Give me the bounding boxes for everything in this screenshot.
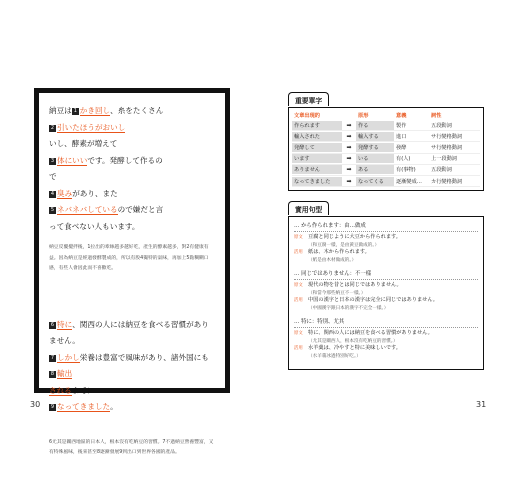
example-row [294, 249, 478, 264]
jp-sentence-segment [49, 120, 215, 137]
example-cn: （水羊羹冰過特別好吃。） [308, 353, 361, 359]
example-tag: 原文 [294, 331, 303, 337]
example-tag: 活用 [294, 346, 303, 352]
jp-paragraph-2 [49, 317, 215, 416]
example-cn: （和當今那些納豆不一樣。） [308, 290, 366, 296]
pattern-section-title: 實用句型 [288, 201, 329, 215]
example-jp: 特に、関西の人には納豆を食べる習慣がありません。 [308, 330, 433, 337]
arrow-icon: ➡ [346, 166, 352, 174]
sentence-marker: 4 [50, 190, 55, 197]
example-cn: （和豆腐一樣，是由黃豆做成的。） [308, 242, 380, 248]
vocab-meaning: 逐漸變成… [396, 178, 422, 185]
example-jp: 中国の漢字と日本の漢字は完全に同じではありません。 [308, 297, 438, 304]
vocab-row [292, 165, 480, 176]
vocab-base: 輸入する [356, 132, 394, 141]
key-phrase-highlight: しかし [57, 352, 80, 362]
key-phrase-highlight: ネバネバしている [57, 205, 118, 214]
jp-text: 、関西の人には納豆を食べる習慣がありません。 [49, 319, 209, 345]
example-tag: 原文 [294, 235, 303, 241]
sentence-marker: 5 [50, 207, 55, 213]
example-row [294, 330, 478, 345]
example-tag: 活用 [294, 250, 303, 256]
right-page [288, 88, 484, 393]
pattern-block [294, 221, 478, 264]
cn-translation-1: 納豆反覆攪拌後，1拉出的牽絲越多越好吃，產生的酵素越多，對2有健康有益。因為納豆是經過發酵製成的，所以有股4獨特的氣味，再加上5黏糊糊口感，有些人會因此而不喜歡吃。 [49, 245, 209, 271]
jp-text: って食べない人もいます。 [49, 221, 140, 231]
arrow-icon: ➡ [346, 143, 352, 151]
page-number-left: 30 [30, 400, 41, 409]
example-body [308, 345, 478, 360]
vocab-section-title: 重要單字 [288, 92, 329, 106]
vocab-base: ある [356, 165, 394, 174]
example-row [294, 282, 478, 297]
sentence-marker: 9 [50, 404, 55, 410]
pattern-title: … 特に：特別、尤其 [294, 317, 478, 328]
pattern-title: … から作られます：由…做成 [294, 221, 478, 232]
jp-paragraph-1 [49, 103, 215, 235]
vocab-meaning: 有(事物) [396, 167, 416, 174]
vocab-row [292, 142, 480, 153]
jp-text: 栄養は豊富で風味があり、諸外国にも [79, 352, 209, 362]
vocab-header-row [292, 111, 480, 120]
vocab-pos: 五段動詞 [431, 167, 452, 174]
jp-sentence-segment [49, 186, 215, 203]
vocab-header: 原形 [358, 113, 369, 119]
jp-sentence-segment [49, 219, 215, 236]
vocab-meaning: 製作 [396, 122, 407, 129]
example-body [308, 330, 478, 345]
vocab-meaning: 有(人) [396, 156, 411, 163]
key-phrase-highlight: 特に [57, 319, 73, 329]
vocab-row [292, 154, 480, 165]
key-phrase-highlight: かき回し [79, 106, 111, 115]
jp-sentence-segment [49, 169, 215, 186]
key-phrase-highlight: なってきました [57, 402, 111, 411]
vocab-base: 作る [356, 121, 394, 130]
example-jp: 豆腐と同じように大豆から作られます。 [308, 234, 401, 241]
example-cn: （中國漢字跟日本的漢字不完全一樣。） [308, 305, 389, 311]
vocab-row [292, 131, 480, 142]
sentence-marker: 6 [50, 321, 55, 328]
example-row [294, 297, 478, 312]
vocab-form: います [292, 154, 342, 163]
example-jp: 紙は、木から作られます。 [308, 249, 370, 256]
vocab-meaning: 發酵 [396, 144, 407, 151]
vocab-base: 発酵する [356, 143, 394, 152]
arrow-icon: ➡ [346, 132, 352, 140]
sentence-marker: 1 [73, 108, 77, 114]
vocab-form: 作られます [292, 121, 342, 130]
vocab-base: いる [356, 154, 394, 163]
example-jp: 現代の物を昔とは同じではありません。 [308, 282, 402, 289]
key-phrase-highlight: 輸出 [57, 369, 73, 378]
sentence-marker: 3 [50, 157, 55, 164]
jp-text: があり、また [72, 188, 118, 198]
jp-sentence-segment [49, 317, 215, 350]
vocab-pos: 五段動詞 [431, 122, 452, 129]
jp-text: 。 [110, 402, 118, 411]
sentence-marker: 7 [50, 354, 55, 361]
example-cn: （尤其是關西人，根本沒有吃納豆的習慣。） [308, 338, 398, 344]
jp-sentence-segment [49, 202, 215, 219]
key-phrase-highlight: 引いたほうがおいし [57, 122, 126, 132]
sentence-marker: 2 [50, 124, 55, 131]
vocab-pos: 上一段動詞 [431, 156, 457, 163]
jp-text: で [49, 172, 57, 181]
vocab-pos: サ行變格動詞 [431, 144, 463, 151]
example-tag: 原文 [294, 283, 303, 289]
jp-sentence-segment [49, 350, 215, 367]
jp-text: です。発酵して作るの [87, 155, 163, 165]
example-row [294, 234, 478, 249]
vocab-base: なってくる [356, 177, 394, 186]
key-phrase-highlight: 臭み [57, 188, 73, 198]
vocab-table [288, 107, 484, 191]
page-number-right: 31 [476, 400, 487, 409]
jp-text: 納豆は [49, 106, 72, 115]
jp-sentence-segment [49, 153, 215, 170]
example-cn: （紙是由木材做成的。） [308, 257, 357, 263]
pattern-block [294, 317, 478, 360]
jp-sentence-segment [49, 383, 215, 400]
example-jp: 水羊羹は、冷やすと特に美味しいです。 [308, 345, 401, 352]
vocab-row [292, 120, 480, 131]
pattern-title: … 同じではありません：不一樣 [294, 269, 478, 280]
vocab-header: 意義 [396, 113, 407, 119]
key-phrase-highlight: 体にいい [57, 155, 88, 165]
example-row [294, 345, 478, 360]
vocab-header: 文章出現的 [294, 113, 320, 119]
jp-text: 、糸をたくさん [110, 106, 164, 115]
vocab-form: 輸入された [292, 132, 342, 141]
vocab-pos: カ行變格動詞 [431, 178, 463, 185]
cn-translation-2: 6尤其是關西地區的日本人，根本沒有吃納豆的習慣。7不過納豆營養豐富，又有特殊風味，後來甚至8逐漸發展9到出口到世界各國的產品。 [49, 439, 214, 455]
vocab-header: 詞性 [431, 113, 442, 119]
example-body [308, 249, 478, 264]
sentence-marker: 8 [50, 371, 55, 377]
pattern-box [288, 216, 484, 370]
jp-text: ので嫌だと言 [117, 205, 164, 214]
jp-text: までに [71, 385, 95, 395]
arrow-icon: ➡ [346, 177, 352, 185]
arrow-icon: ➡ [346, 121, 352, 129]
vocab-form: なってきました [292, 177, 342, 186]
arrow-icon: ➡ [346, 155, 352, 163]
jp-sentence-segment [49, 103, 215, 120]
jp-sentence-segment [49, 366, 215, 383]
example-body [308, 297, 478, 312]
vocab-meaning: 進口 [396, 133, 407, 140]
example-body [308, 234, 478, 249]
vocab-form: ありません [292, 165, 342, 174]
example-tag: 活用 [294, 298, 303, 304]
vocab-form: 発酵して [292, 143, 342, 152]
vocab-pos: サ行變格動詞 [431, 133, 463, 140]
key-phrase-highlight: される [49, 385, 72, 395]
pattern-block [294, 269, 478, 312]
jp-sentence-segment [49, 399, 215, 416]
jp-text: いし、酵素が増えて [49, 139, 118, 148]
jp-sentence-segment [49, 136, 215, 153]
vocab-row [292, 176, 480, 187]
example-body [308, 282, 478, 297]
